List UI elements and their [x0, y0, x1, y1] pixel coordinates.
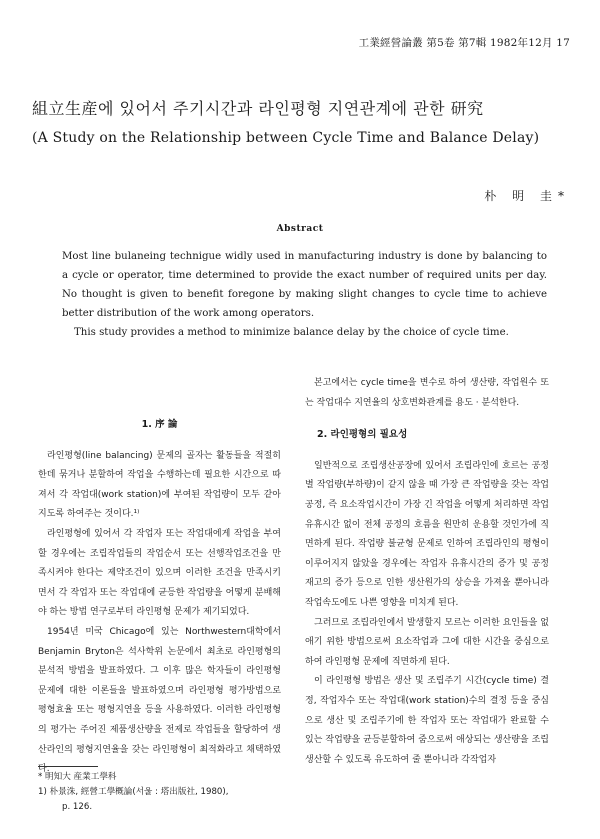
footnote-reference: 1) 朴景洙, 經營工學概論(서울 : 塔出版社, 1980), [38, 787, 229, 797]
journal-header: 工業經營論叢 第5卷 第7輯 1982年12月 17 [358, 37, 570, 49]
left-column [38, 415, 281, 780]
section-heading-necessity: 2. 라인평형의 필요성 [317, 429, 408, 441]
body-paragraph: 라인평형에 있어서 각 작업자 또는 작업대에게 작업을 부여할 경우에는 조립작업들의 작업순서 또는 선행작업조건을 만족시켜야 한다는 제약조건이 있으며 이러한 조건을 만족시키면서 각 작업자 또는 작업대에 균등한 작업량을 어떻게 분배해야 하는 방법 연구로부터 라인평형 문제가 제기되었다. [38, 528, 281, 618]
footnote-reference-continued: p. 126. [62, 802, 93, 812]
author-name: 朴 明 圭* [484, 189, 570, 203]
body-paragraph: 본고에서는 cycle time을 변수로 하여 생산량, 작업원수 또는 작업대수 지연율의 상호변화관계를 용도 · 분석한다. [305, 378, 549, 408]
body-paragraph: 일반적으로 조립생산공장에 있어서 조립라인에 흐르는 공정별 작업량(부하량)이 같지 않을 때 가장 큰 작업량을 갖는 작업공정, 즉 요소작업시간이 가장 긴 작업을 어떻게 처리하면 작업유휴시간 없이 전체 공정의 흐름을 원만히 운용할 것인가에 직면하게 된다. 작업량 불균형 문제로 인하여 조립라인의 평형이 이루어지지 않았을 경우에는 작업자 유휴시간의 증가 및 공정재고의 증가 등으로 인한 생산원가의 상승을 가져올 뿐아니라 작업속도에도 나쁜 영향을 미치게 된다. [305, 460, 549, 608]
section-heading-introduction: 1. 序 論 [141, 419, 178, 430]
right-column [305, 374, 549, 770]
abstract-body [62, 247, 547, 342]
paper-title-korean: 組立生産에 있어서 주기시간과 라인평형 지연관계에 관한 研究 [32, 99, 484, 118]
body-paragraph: 그러므로 조립라인에서 발생할지 모르는 이러한 요인들을 없애기 위한 방법으로써 요소작업과 그에 대한 시간을 중심으로 하여 라인평형 문제에 직면하게 된다. [305, 617, 549, 667]
body-paragraph: 이 라인평형 방법은 생산 및 조립주기 시간(cycle time) 결정, 작업자수 또는 작업대(work station)수의 결정 등을 중심으로 생산 및 조립주기에 한 작업자 또는 작업대가 완료할 수 있는 작업량을 균등분할하여 줌으로써 애상되는 생산량을 조립생산할 수 있도록 유도하여 줄 뿐아니라 각작업자 [305, 676, 549, 765]
abstract-paragraph: Most line bulaneing technigue widly used in manufacturing industry is done by balancing to a cycle or operator, time determined to provide the exact number of required units per day. No thought is given to benefit foregone by making slight changes to cycle time to achieve better distribution of the work among operators. [62, 251, 547, 319]
paper-title-english: (A Study on the Relationship between Cycle Time and Balance Delay) [32, 130, 540, 146]
body-paragraph: 라인평형(line balancing) 문제의 골자는 활동들을 적절히 한데 묶거나 분할하여 작업을 수행하는데 필요한 시간으로 따져서 각 작업대(work station)에 부여된 작업량이 모두 같아지도록 하여주는 것이다.¹⁾ [38, 450, 281, 520]
abstract-heading: Abstract [276, 224, 324, 234]
footnote-affiliation: * 明知大 産業工學科 [38, 772, 117, 782]
footnote-divider [38, 766, 98, 767]
footnotes [38, 770, 288, 815]
body-paragraph: 1954년 미국 Chicago에 있는 Northwestern대학에서 Benjamin Bryton은 석사학위 논문에서 최초로 라인평형의 분석적 방법을 발표하였다. 그 이후 많은 학자들이 라인평형 문제에 대한 이론들을 발표하였으며 라인평형 평가방법으로 평형효율 또는 평형지연을 등을 사용하였다. 이러한 라인평형의 평가는 주어진 제품생산량을 전제로 작업들을 할당하여 생산라인의 평형지연율을 갖는 라인평형이 최적화라고 채택하였다. [38, 626, 281, 775]
abstract-paragraph: This study provides a method to minimize balance delay by the choice of cycle time. [74, 327, 509, 338]
